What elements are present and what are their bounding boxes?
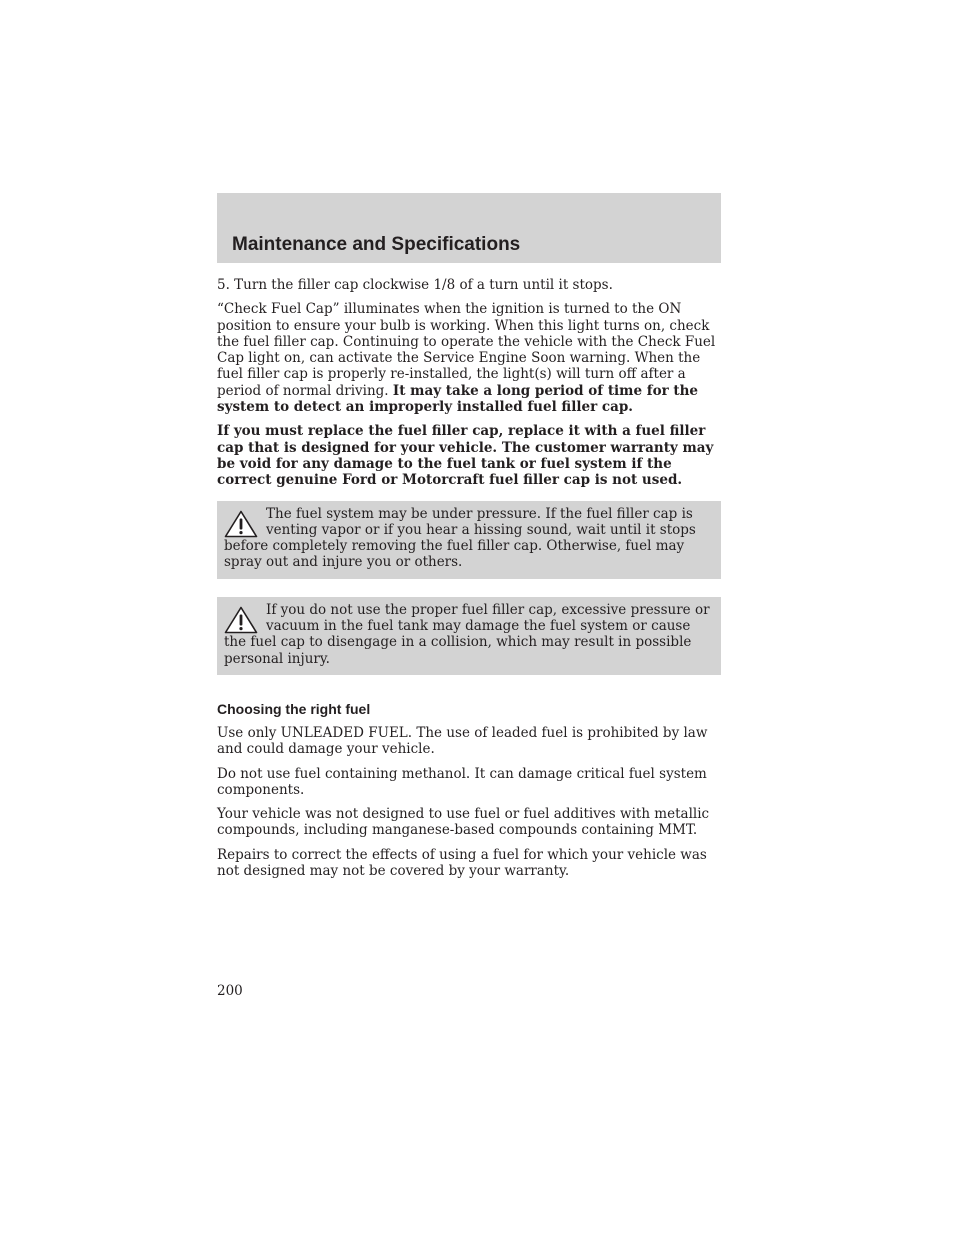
step-5-paragraph: 5. Turn the filler cap clockwise 1/8 of a turn until it stops. <box>217 277 613 293</box>
fuel-paragraph-warranty: Repairs to correct the effects of using a fuel for which your vehicle was not designed may not be covered by your warranty. <box>217 846 707 880</box>
replace-cap-notice: If you must replace the fuel filler cap, replace it with a fuel filler cap that is designed for your vehicle. The customer warranty may be void for any damage to the fuel tank or fuel system if the correct genuine Ford or Motorcraft fuel filler cap is not used. <box>217 423 714 489</box>
check-fuel-cap-bold-text: It may take a long period of time for the system to detect an improperly installed fuel filler cap. <box>217 382 699 416</box>
body-column <box>217 277 721 887</box>
section-header-band <box>217 193 721 263</box>
page-number: 200 <box>217 983 243 999</box>
check-fuel-cap-paragraph <box>217 301 721 415</box>
warning-text-proper-cap: If you do not use the proper fuel filler cap, excessive pressure or vacuum in the fuel tank may damage the fuel system or cause the fuel cap to disengage in a collision, which may result in possible personal injury. <box>224 601 710 667</box>
fuel-paragraph-unleaded: Use only UNLEADED FUEL. The use of leaded fuel is prohibited by law and could damage your vehicle. <box>217 724 708 758</box>
fuel-paragraph-methanol: Do not use fuel containing methanol. It can damage critical fuel system components. <box>217 765 707 798</box>
check-fuel-cap-text: “Check Fuel Cap” illuminates when the ignition is turned to the ON position to ensure your bulb is working. When this light turns on, check the fuel filler cap. Continuing to operate the vehicle with the Check Fuel Cap light on, can activate the Service Engine Soon warning. When the fuel filler cap is properly re-installed, the light(s) will turn off after a period of normal driving. <box>217 301 716 399</box>
warning-text-pressure: The fuel system may be under pressure. If the fuel filler cap is venting vapor or if you hear a hissing sound, wait until it stops before completely removing the fuel filler cap. Otherwise, fuel may spray out and injure you or others. <box>224 505 696 571</box>
warning-box-pressure <box>217 501 721 579</box>
fuel-paragraph-metallic: Your vehicle was not designed to use fuel or fuel additives with metallic compounds, including manganese-based compounds containing MMT. <box>217 806 710 839</box>
section-title: Maintenance and Specifications <box>232 234 521 255</box>
warning-triangle-icon <box>224 606 258 634</box>
choosing-fuel-heading: Choosing the right fuel <box>217 700 371 717</box>
warning-triangle-icon <box>224 510 258 538</box>
warning-box-proper-cap <box>217 597 721 675</box>
